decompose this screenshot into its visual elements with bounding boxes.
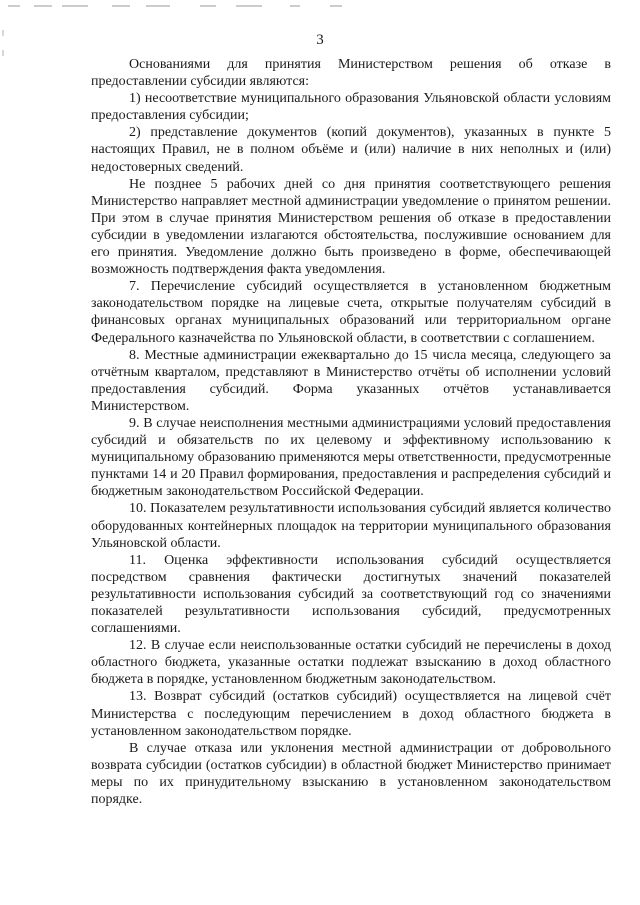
paragraph-refusal-ground-2: 2) представление документов (копий документов), указанных в пункте 5 настоящих Правил, не в полном объёме и (или) наличие в них неполных и (или) недостоверных сведений.: [91, 125, 611, 175]
paragraph-forced-recovery: В случае отказа или уклонения местной администрации от добровольного возврата субсидии (остатков субсидии) в областной бюджет Министерство принимает меры по их принудительному взысканию в установленном законодательством порядке.: [91, 740, 611, 808]
page-number: 3: [316, 32, 324, 48]
paragraph-item-9: 9. В случае неисполнения местными администрациями условий предоставления субсидий и обязательств по их целевому и эффективному использованию к муниципальному образованию применяются меры ответственности, предусмотренные пунктами 14 и 20 Правил формирования, предоставления и распределения субсидий и бюджетным законодательством Российской Федерации.: [91, 415, 611, 500]
document-body: [91, 56, 611, 808]
paragraph-item-7: 7. Перечисление субсидий осуществляется в установленном бюджетным законодательством порядке на лицевые счета, открытые получателям субсидий в финансовых органах муниципальных образований или территориальном органе Федерального казначейства по Ульяновской области, в соответствии с соглашением.: [91, 279, 611, 346]
scan-artifact-left-edge: [0, 30, 12, 890]
paragraph-refusal-ground-1: 1) несоответствие муниципального образования Ульяновской области условиям предоставления субсидии;: [91, 91, 611, 124]
paragraph-item-11: 11. Оценка эффективности использования субсидий осуществляется посредством сравнения фактически достигнутых значений показателей результативности использования субсидий за соответствующий год со значениями показателей результативности использования субсидий, предусмотренных соглашениями.: [91, 552, 611, 637]
paragraph-refusal-grounds: Основаниями для принятия Министерством решения об отказе в предоставлении субсидии являются:: [91, 57, 611, 90]
paragraph-notification: Не позднее 5 рабочих дней со дня принятия соответствующего решения Министерство направляет местной администрации уведомление о принятом решении. При этом в случае принятия Министерством решения об отказе в предоставлении субсидии в уведомлении излагаются обстоятельства, послужившие основанием для его принятия. Уведомление должно быть произведено в форме, обеспечивающей возможность подтверждения факта уведомления.: [91, 176, 611, 278]
paragraph-item-12: 12. В случае если неиспользованные остатки субсидий не перечислены в доход областного бюджета, указанные остатки подлежат взысканию в доход областного бюджета в порядке, установленном бюджетным законодательством.: [91, 638, 611, 688]
paragraph-item-13: 13. Возврат субсидий (остатков субсидий) осуществляется на лицевой счёт Министерства с последующим перечислением в доход областного бюджета в установленном законодательством порядке.: [91, 689, 611, 739]
paragraph-item-8: 8. Местные администрации ежеквартально до 15 числа месяца, следующего за отчётным кварталом, представляют в Министерство отчёты об исполнении условий предоставления субсидий. Форма указанных отчётов устанавливается Министерством.: [91, 347, 611, 414]
paragraph-item-10: 10. Показателем результативности использования субсидий является количество оборудованных контейнерных площадок на территории муниципального образования Ульяновской области.: [91, 501, 611, 551]
scan-artifact-top: [0, 0, 640, 16]
